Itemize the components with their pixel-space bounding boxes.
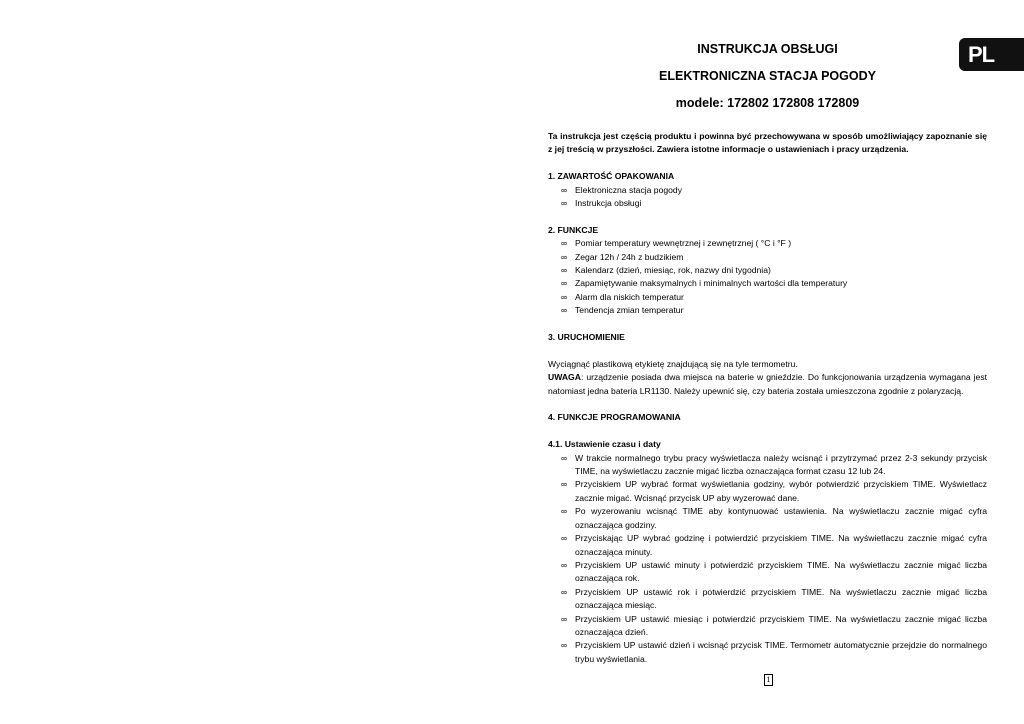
list-item-text: W trakcie normalnego trybu pracy wyświetlacza należy wcisnąć i przytrzymać przez 2-3 sekundy przycisk TIME, na wyświetlaczu zacznie migać liczba oznaczająca format czasu 12 lub 24.: [575, 452, 987, 477]
list-item: [548, 452, 987, 479]
list-item: [548, 613, 987, 640]
list-item-text: Pomiar temperatury wewnętrznej i zewnętrznej ( °C i °F ): [575, 238, 792, 249]
functions-list: [548, 237, 987, 317]
list-item: [548, 237, 987, 250]
page-number: 1: [764, 674, 773, 686]
list-item-text: Przyciskiem UP wybrać format wyświetlania godziny, wybór potwierdzić przyciskiem TIME. Wyświetlacz zacznie migać. Wcisnąć przycisk UP aby wyzerować dane.: [575, 479, 987, 503]
list-item: [548, 184, 987, 197]
section-heading-startup: 3. URUCHOMIENIE: [548, 332, 625, 343]
list-item-text: Zapamiętywanie maksymalnych i minimalnych wartości dla temperatury: [575, 278, 848, 289]
warning-paragraph: [548, 371, 987, 398]
list-item: [548, 264, 987, 277]
list-item-text: Przyciskiem UP ustawić rok i potwierdzić przyciskiem TIME. Na wyświetlaczu zacznie migać liczba oznaczająca miesiąc.: [575, 586, 987, 611]
list-item: [548, 532, 987, 559]
list-item-text: Elektroniczna stacja pogody: [575, 184, 683, 195]
bullet-icon: ∞: [561, 533, 568, 544]
section-heading-contents: 1. ZAWARTOŚĆ OPAKOWANIA: [548, 171, 675, 182]
list-item-text: Zegar 12h / 24h z budzikiem: [575, 251, 684, 262]
bullet-icon: ∞: [561, 452, 568, 463]
list-item-text: Alarm dla niskich temperatur: [575, 291, 684, 302]
bullet-icon: ∞: [561, 265, 568, 276]
list-item: [548, 197, 987, 210]
bullet-icon: ∞: [561, 184, 568, 195]
list-item: [548, 251, 987, 264]
list-item: [548, 478, 987, 505]
bullet-icon: ∞: [561, 613, 568, 624]
list-item: [548, 291, 987, 304]
list-item-text: Instrukcja obsługi: [575, 198, 642, 209]
warning-label: UWAGA: [548, 372, 581, 383]
list-item-text: Po wyzerowaniu wcisnąć TIME aby kontynuować ustawienia. Na wyświetlaczu zacznie migać cyfra oznaczająca godziny.: [575, 506, 987, 530]
contents-list: [548, 184, 987, 211]
section-heading-programming: 4. FUNKCJE PROGRAMOWANIA: [548, 412, 681, 423]
list-item-text: Przyciskiem UP ustawić minuty i potwierdzić przyciskiem TIME. Na wyświetlaczu zacznie migać liczba oznaczająca rok.: [575, 559, 987, 584]
model-numbers: modele: 172802 172808 172809: [675, 96, 860, 110]
bullet-icon: ∞: [561, 198, 568, 209]
startup-paragraph: Wyciągnąć plastikową etykietę znajdującą się na tyle termometru.: [548, 358, 798, 369]
list-item-text: Przyciskiem UP ustawić miesiąc i potwierdzić przyciskiem TIME. Na wyświetlaczu zacznie migać liczba oznaczająca dzień.: [575, 613, 987, 637]
list-item-text: Tendencja zmian temperatur: [575, 305, 684, 316]
list-item: [548, 505, 987, 532]
language-badge: PL: [959, 38, 1024, 71]
document-title: INSTRUKCJA OBSŁUGI: [697, 42, 838, 56]
intro-paragraph: Ta instrukcja jest częścią produktu i powinna być przechowywana w sposób umożliwiający zapoznanie się z jej treścią w przyszłości. Zawiera istotne informacje o ustawieniach i pracy urządzenia.: [548, 131, 987, 155]
list-item: [548, 559, 987, 586]
bullet-icon: ∞: [561, 291, 568, 302]
bullet-icon: ∞: [561, 479, 568, 490]
section-heading-functions: 2. FUNKCJE: [548, 224, 599, 235]
bullet-icon: ∞: [561, 559, 568, 570]
bullet-icon: ∞: [561, 640, 568, 651]
bullet-icon: ∞: [561, 238, 568, 249]
time-date-steps-list: [548, 452, 987, 667]
manual-content: [548, 130, 987, 666]
list-item: [548, 277, 987, 290]
list-item: [548, 639, 987, 666]
bullet-icon: ∞: [561, 506, 568, 517]
list-item-text: Przyciskając UP wybrać godzinę i potwierdzić przyciskiem TIME. Na wyświetlaczu zacznie migać cyfra oznaczająca minuty.: [575, 533, 987, 557]
list-item: [548, 586, 987, 613]
bullet-icon: ∞: [561, 251, 568, 262]
list-item-text: Przyciskiem UP ustawić dzień i wcisnąć przycisk TIME. Termometr automatycznie przejdzie do normalnego trybu wyświetlania.: [575, 640, 987, 664]
subsection-heading-time-date: 4.1. Ustawienie czasu i daty: [548, 439, 661, 450]
list-item-text: Kalendarz (dzień, miesiąc, rok, nazwy dni tygodnia): [575, 265, 771, 276]
bullet-icon: ∞: [561, 305, 568, 316]
bullet-icon: ∞: [561, 278, 568, 289]
list-item: [548, 304, 987, 317]
product-name: ELEKTRONICZNA STACJA POGODY: [659, 69, 876, 83]
warning-text: : urządzenie posiada dwa miejsca na baterie w gnieździe. Do funkcjonowania urządzenia wymagana jest natomiast jedna bateria LR1130. Należy upewnić się, czy bateria została umieszczona zgodnie z polaryzacją.: [548, 372, 987, 396]
bullet-icon: ∞: [561, 586, 568, 597]
